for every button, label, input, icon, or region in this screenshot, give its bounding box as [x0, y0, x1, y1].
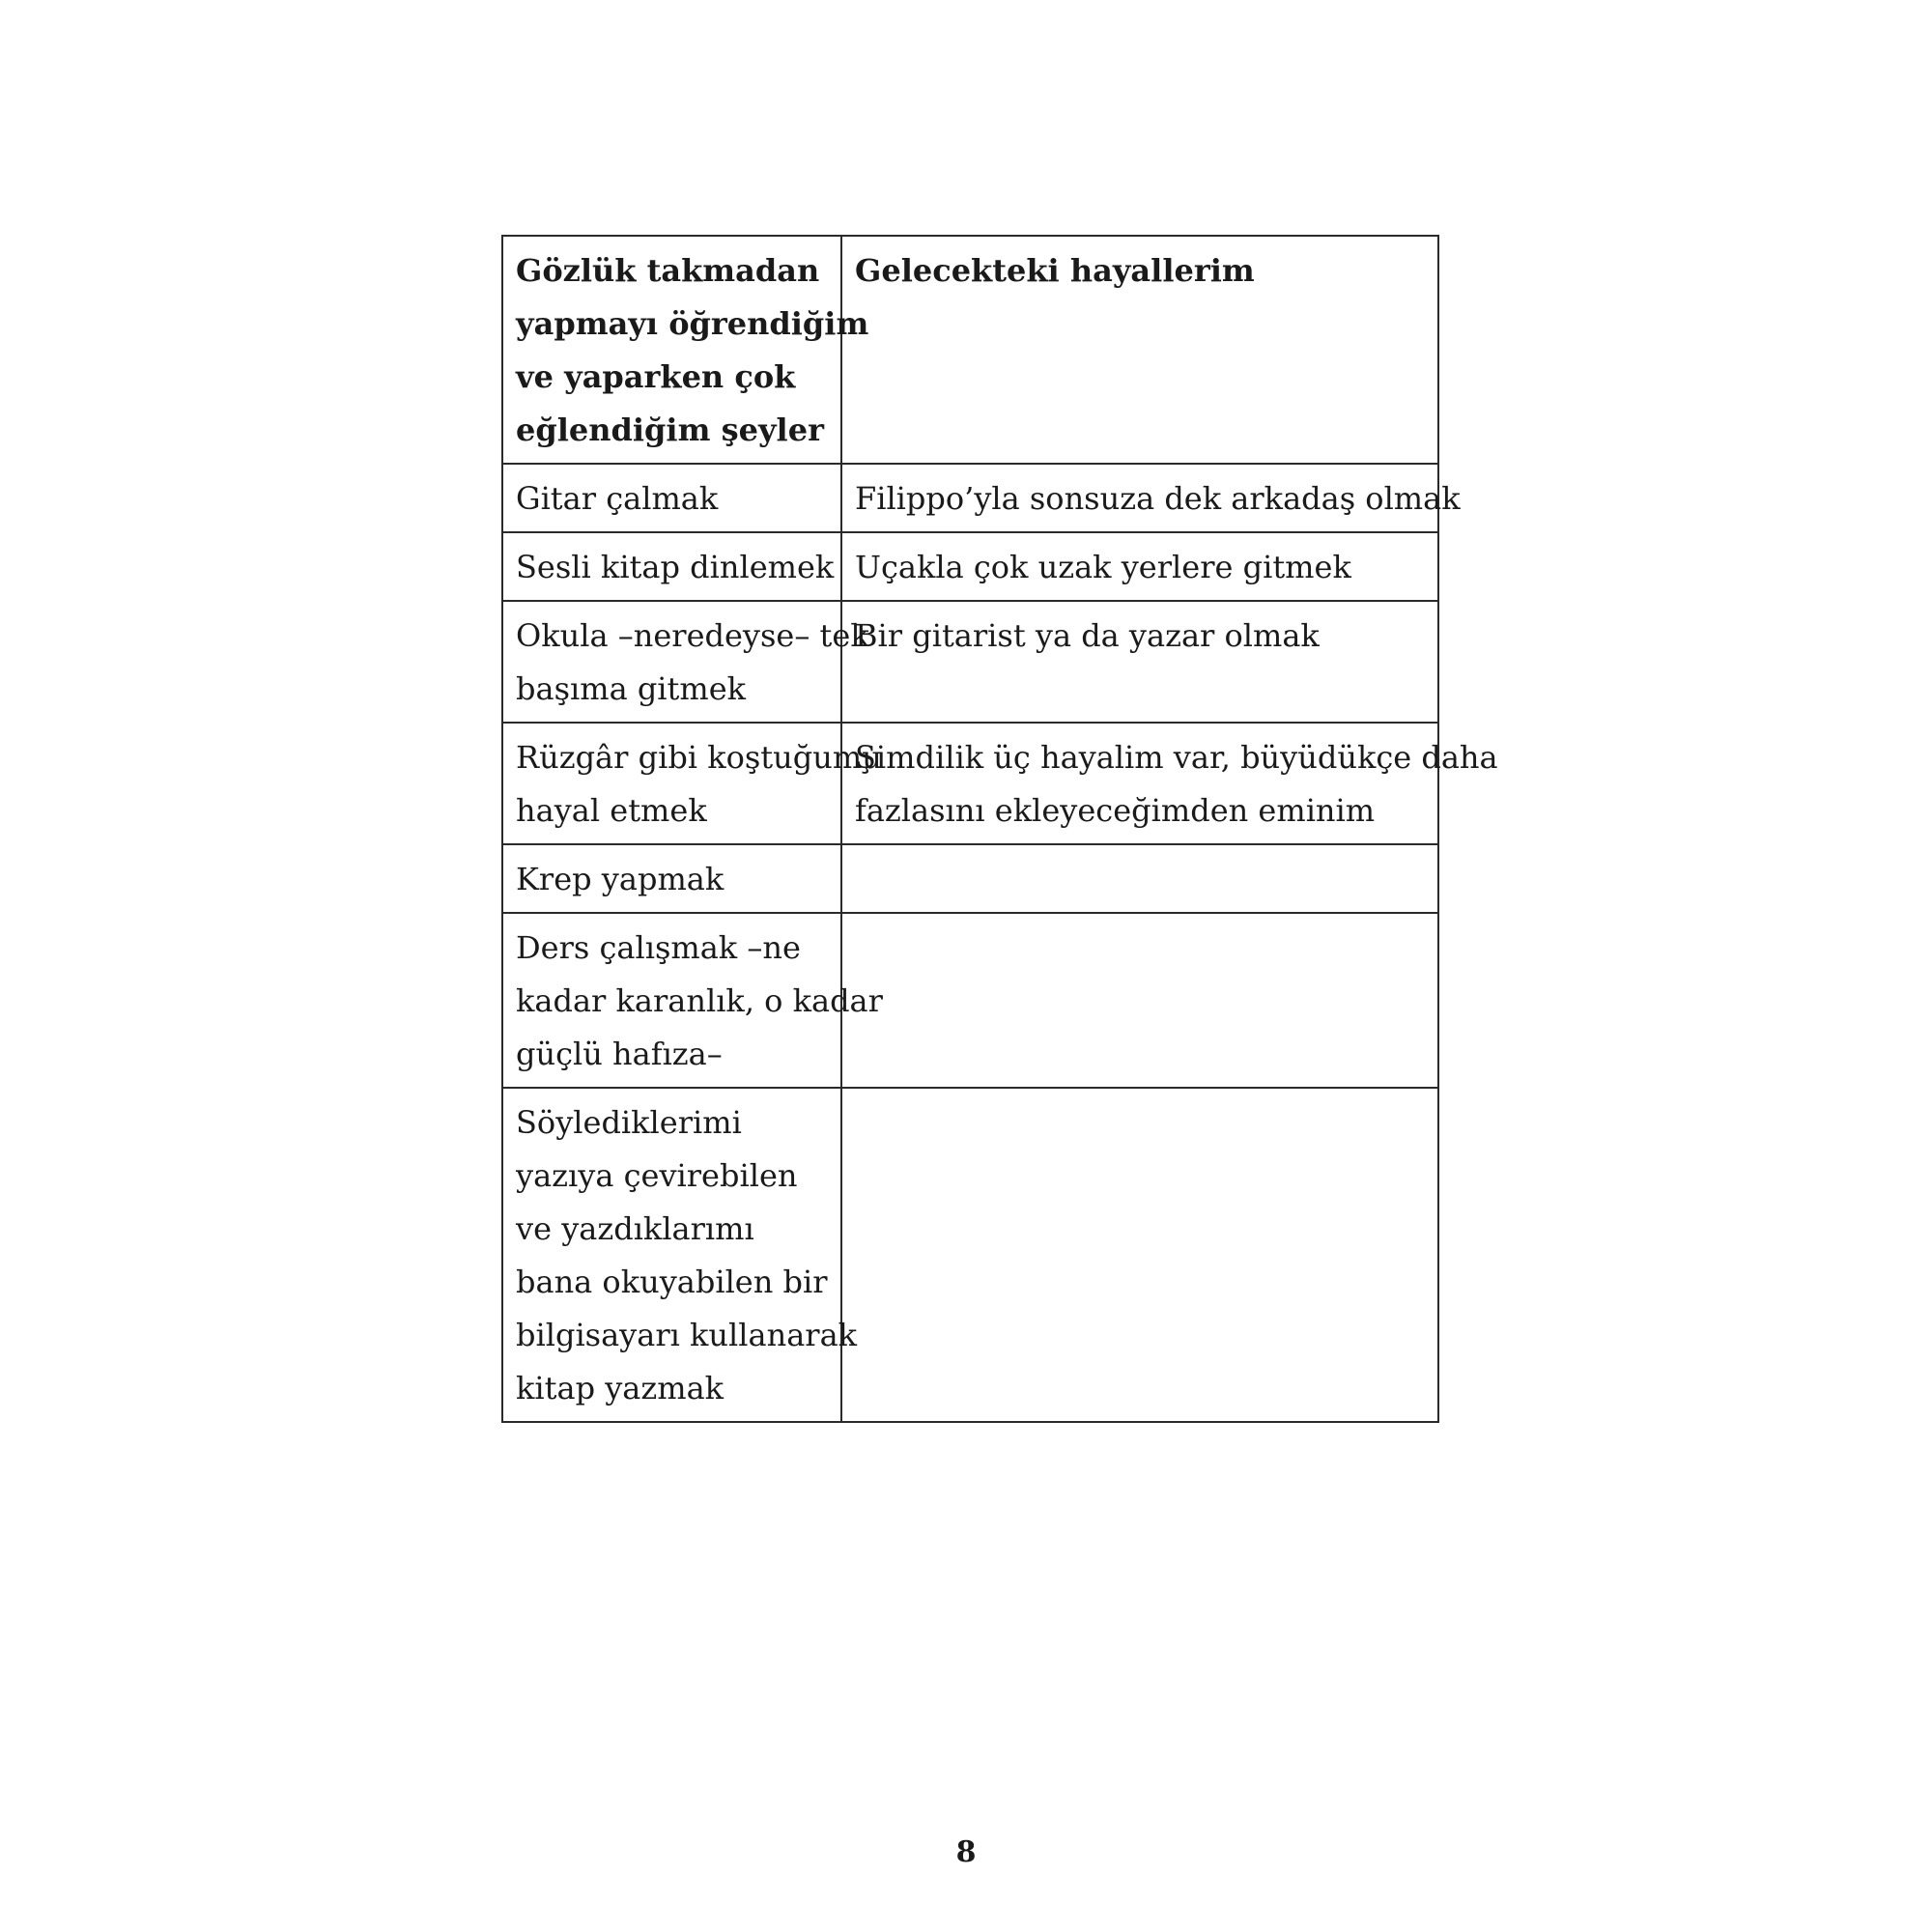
header-line: Gelecekteki hayallerim: [855, 252, 1255, 289]
table-row: [502, 601, 1438, 723]
table-row: [502, 464, 1438, 532]
left-cell: [502, 601, 869, 723]
cell-line: hayal etmek: [516, 792, 707, 829]
cell-line: Filippo’yla sonsuza dek arkadaş olmak: [855, 480, 1461, 517]
cell-line: Sesli kitap dinlemek: [516, 549, 835, 585]
left-cell: [502, 1088, 858, 1422]
header-learned-things: [502, 236, 869, 464]
dreams-table: [501, 235, 1498, 1423]
right-cell: [841, 532, 1438, 601]
table-row: [502, 844, 1438, 913]
cell-line: Şimdilik üç hayalim var, büyüdükçe daha: [855, 739, 1498, 776]
left-cell: [502, 844, 841, 913]
table-row: [502, 1088, 1438, 1422]
page-number: 8: [955, 1835, 977, 1869]
left-cell: [502, 723, 882, 844]
right-cell-empty: [841, 844, 1438, 913]
header-line: yapmayı öğrendiğim: [516, 305, 869, 342]
cell-line: güçlü hafıza–: [516, 1036, 723, 1072]
cell-line: Uçakla çok uzak yerlere gitmek: [855, 549, 1351, 585]
cell-line: bana okuyabilen bir: [516, 1264, 828, 1300]
left-cell: [502, 913, 883, 1088]
header-line: ve yaparken çok: [516, 358, 796, 395]
cell-line: başıma gitmek: [516, 670, 747, 707]
right-cell-empty: [841, 1088, 1438, 1422]
cell-line: fazlasını ekleyeceğimden eminim: [855, 792, 1376, 829]
header-line: eğlendiğim şeyler: [516, 412, 824, 448]
cell-line: Gitar çalmak: [516, 480, 719, 517]
table-header-row: [502, 236, 1438, 464]
cell-line: Okula –neredeyse– tek: [516, 617, 869, 654]
cell-line: Ders çalışmak –ne: [516, 929, 801, 966]
cell-line: Rüzgâr gibi koştuğumu: [516, 739, 882, 776]
right-cell-empty: [841, 913, 1438, 1088]
table-row: [502, 913, 1438, 1088]
right-cell: [841, 464, 1461, 532]
left-cell: [502, 532, 841, 601]
left-cell: [502, 464, 841, 532]
cell-line: bilgisayarı kullanarak: [516, 1317, 858, 1353]
cell-line: Krep yapmak: [516, 861, 724, 897]
right-cell: [841, 601, 1438, 723]
cell-line: ve yazdıklarımı: [516, 1210, 754, 1247]
cell-line: Söylediklerimi: [516, 1104, 742, 1141]
table-row: [502, 532, 1438, 601]
header-future-dreams: [841, 236, 1438, 464]
cell-line: kadar karanlık, o kadar: [516, 982, 883, 1019]
cell-line: Bir gitarist ya da yazar olmak: [855, 617, 1320, 654]
cell-line: kitap yazmak: [516, 1370, 724, 1406]
header-line: Gözlük takmadan: [516, 252, 820, 289]
cell-line: yazıya çevirebilen: [516, 1157, 798, 1194]
table-row: [502, 723, 1438, 844]
right-cell: [841, 723, 1498, 844]
